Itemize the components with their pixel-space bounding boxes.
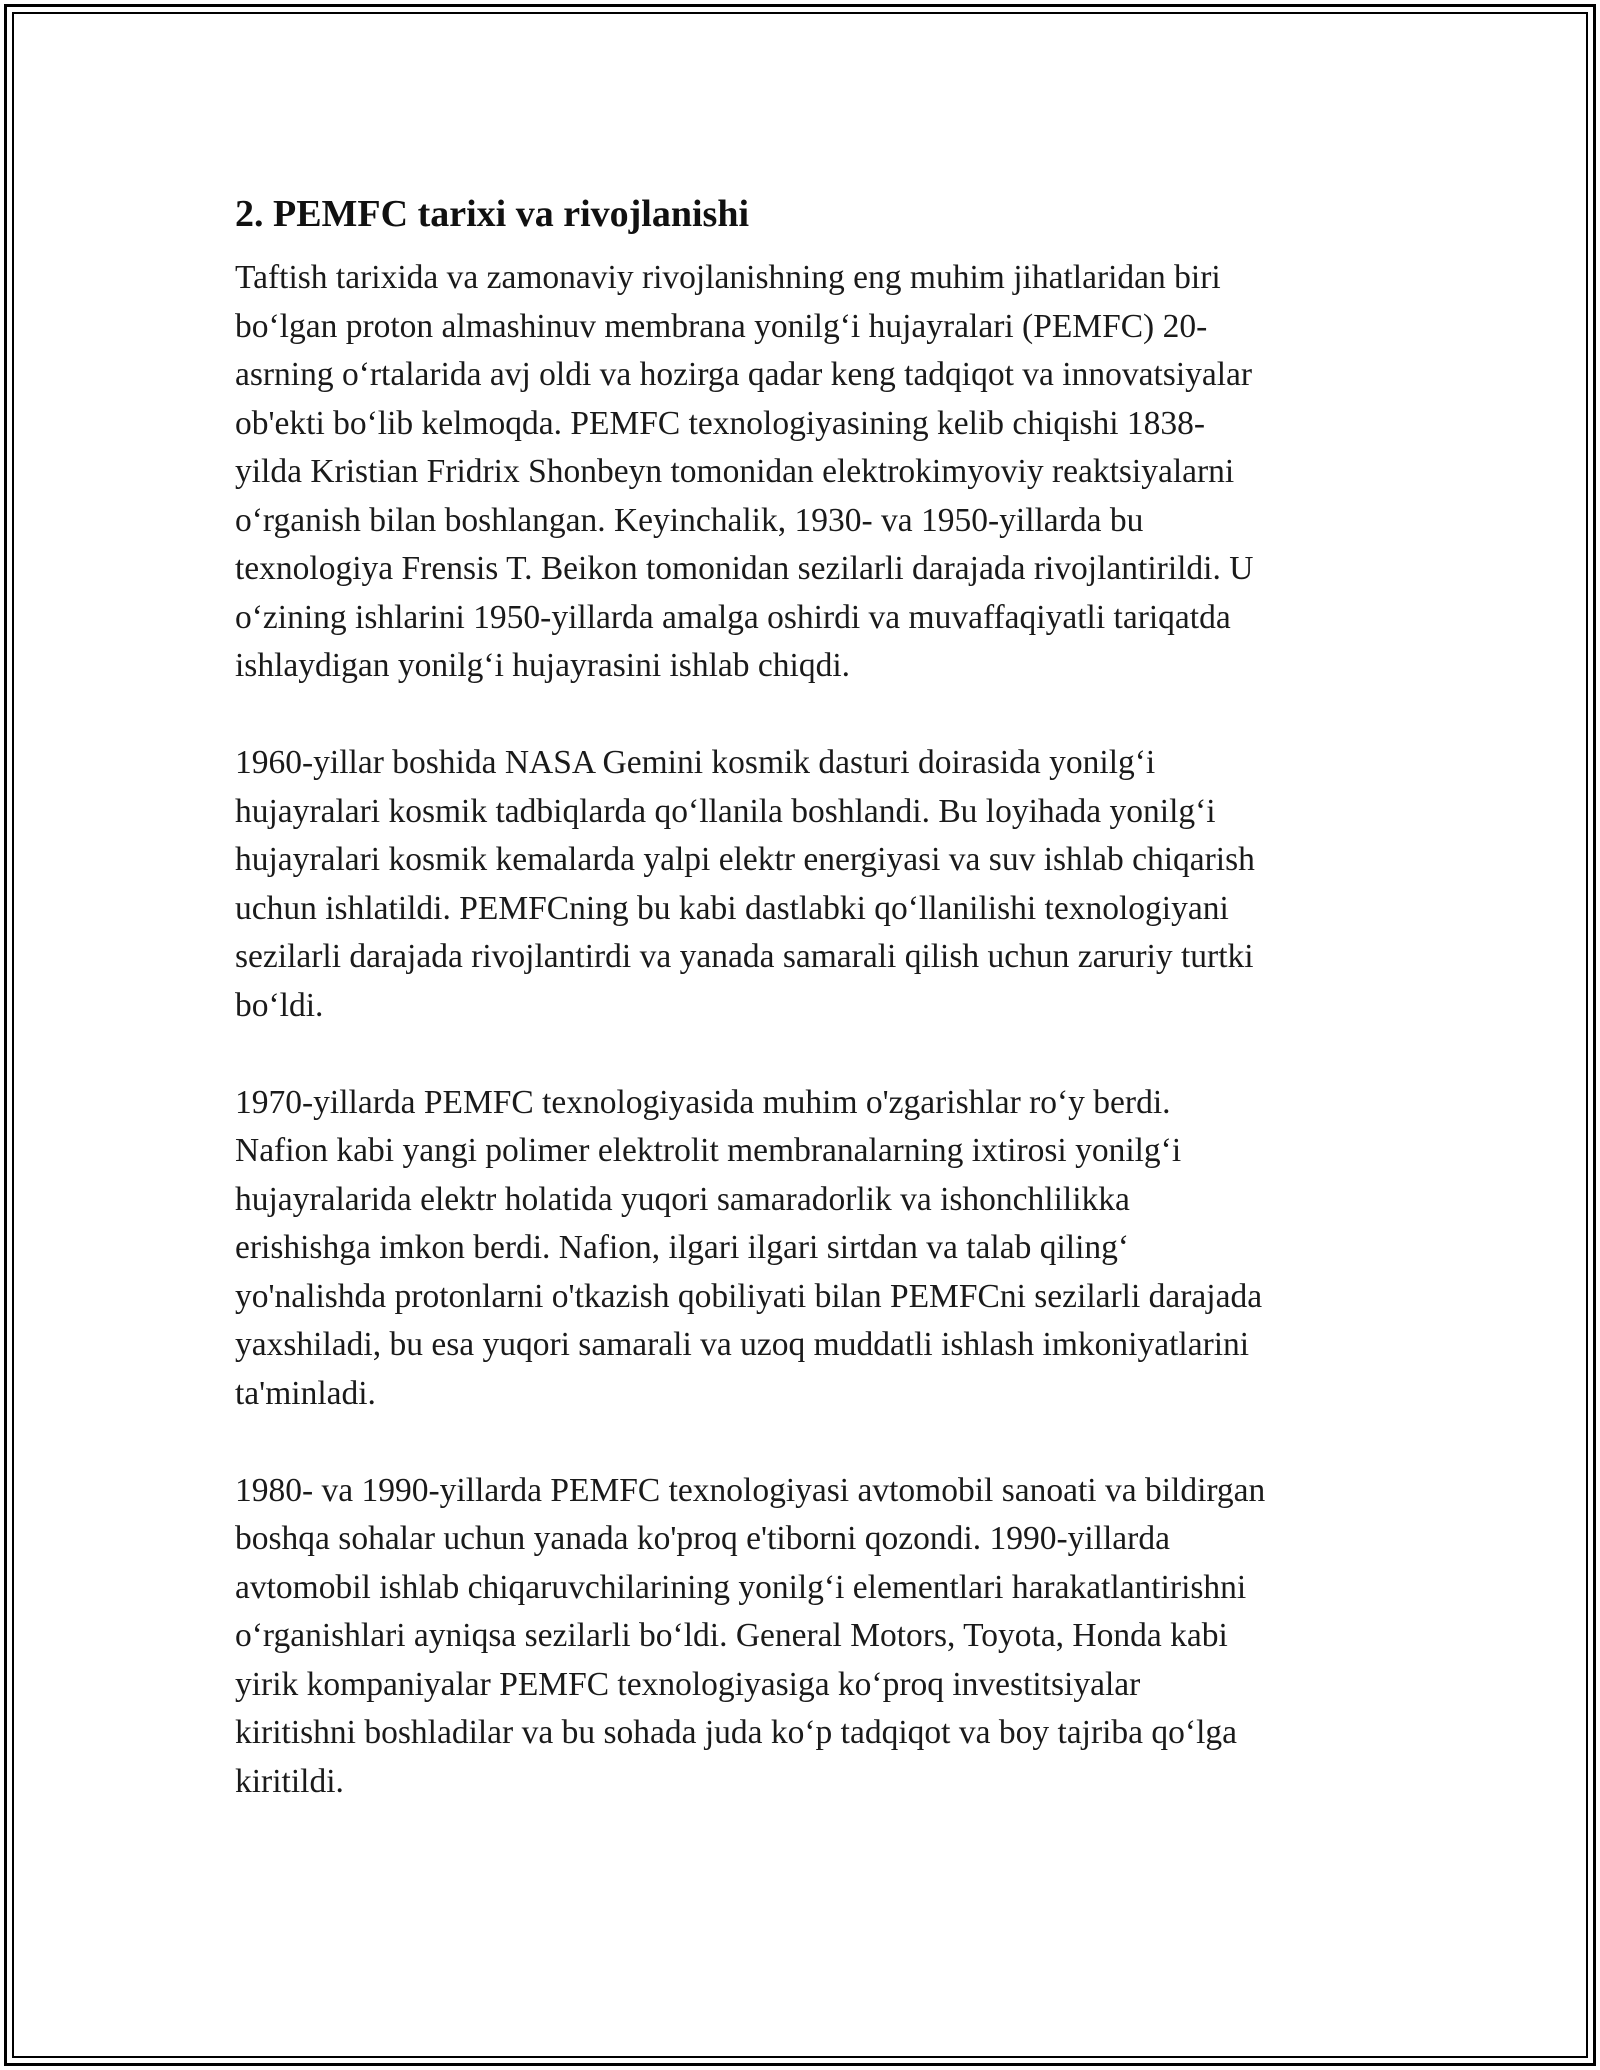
paragraph-automotive-1980s-1990s: 1980- va 1990-yillarda PEMFC texnologiyasi avtomobil sanoati va bildirgan boshqa sohalar uchun yanada ko'proq e'tiborni qozondi. 1990-yillarda avtomobil ishlab chiqaruvchilarining yonilg‘i elementlari harakatlantirishni o‘rganishlari ayniqsa sezilarli bo‘ldi. General Motors, Toyota, Honda kabi yirik kompaniyalar PEMFC texnologiyasiga ko‘proq investitsiyalar kiritishni boshladilar va bu sohada juda ko‘p tadqiqot va boy tajriba qo‘lga kiritildi. — [235, 1471, 1266, 1800]
document-body — [235, 186, 1375, 1855]
paragraph-nasa-gemini: 1960-yillar boshida NASA Gemini kosmik dasturi doirasida yonilg‘i hujayralari kosmik tadbiqlarda qo‘llanila boshlandi. Bu loyihada yonilg‘i hujayralari kosmik kemalarda yalpi elektr energiyasi va suv ishlab chiqarish uchun ishlatildi. PEMFCning bu kabi dastlabki qo‘llanilishi texnologiyani sezilarli darajada rivojlantirdi va yanada samarali qilish uchun zaruriy turtki bo‘ldi. — [235, 744, 1255, 1024]
paragraph-nafion-1970s: 1970-yillarda PEMFC texnologiyasida muhim o'zgarishlar ro‘y berdi. Nafion kabi yangi polimer elektrolit membranalarning ixtirosi yonilg‘i hujayralarida elektr holatida yuqori samaradorlik va ishonchlilikka erishishga imkon berdi. Nafion, ilgari ilgari sirtdan va talab qiling‘ yo'nalishda protonlarni o'tkazish qobiliyati bilan PEMFCni sezilarli darajada yaxshiladi, bu esa yuqori samarali va uzoq muddatli ishlash imkoniyatlarini ta'minladi. — [235, 1083, 1263, 1412]
paragraph-history-origins: Taftish tarixida va zamonaviy rivojlanishning eng muhim jihatlaridan biri bo‘lgan proton almashinuv membrana yonilg‘i hujayralari (PEMFC) 20- asrning o‘rtalarida avj oldi va hozirga qadar keng tadqiqot va innovatsiyalar ob'ekti bo‘lib kelmoqda. PEMFC texnologiyasining kelib chiqishi 1838- yilda Kristian Fridrix Shonbeyn tomonidan elektrokimyoviy reaktsiyalarni o‘rganish bilan boshlangan. Keyinchalik, 1930- va 1950-yillarda bu texnologiya Frensis T. Beikon tomonidan sezilarli darajada rivojlantirildi. U o‘zining ishlarini 1950-yillarda amalga oshirdi va muvaffaqiyatli tariqatda ishlaydigan yonilg‘i hujayrasini ishlab chiqdi. — [235, 259, 1254, 684]
section-title: 2. PEMFC tarixi va rivojlanishi — [235, 193, 750, 235]
